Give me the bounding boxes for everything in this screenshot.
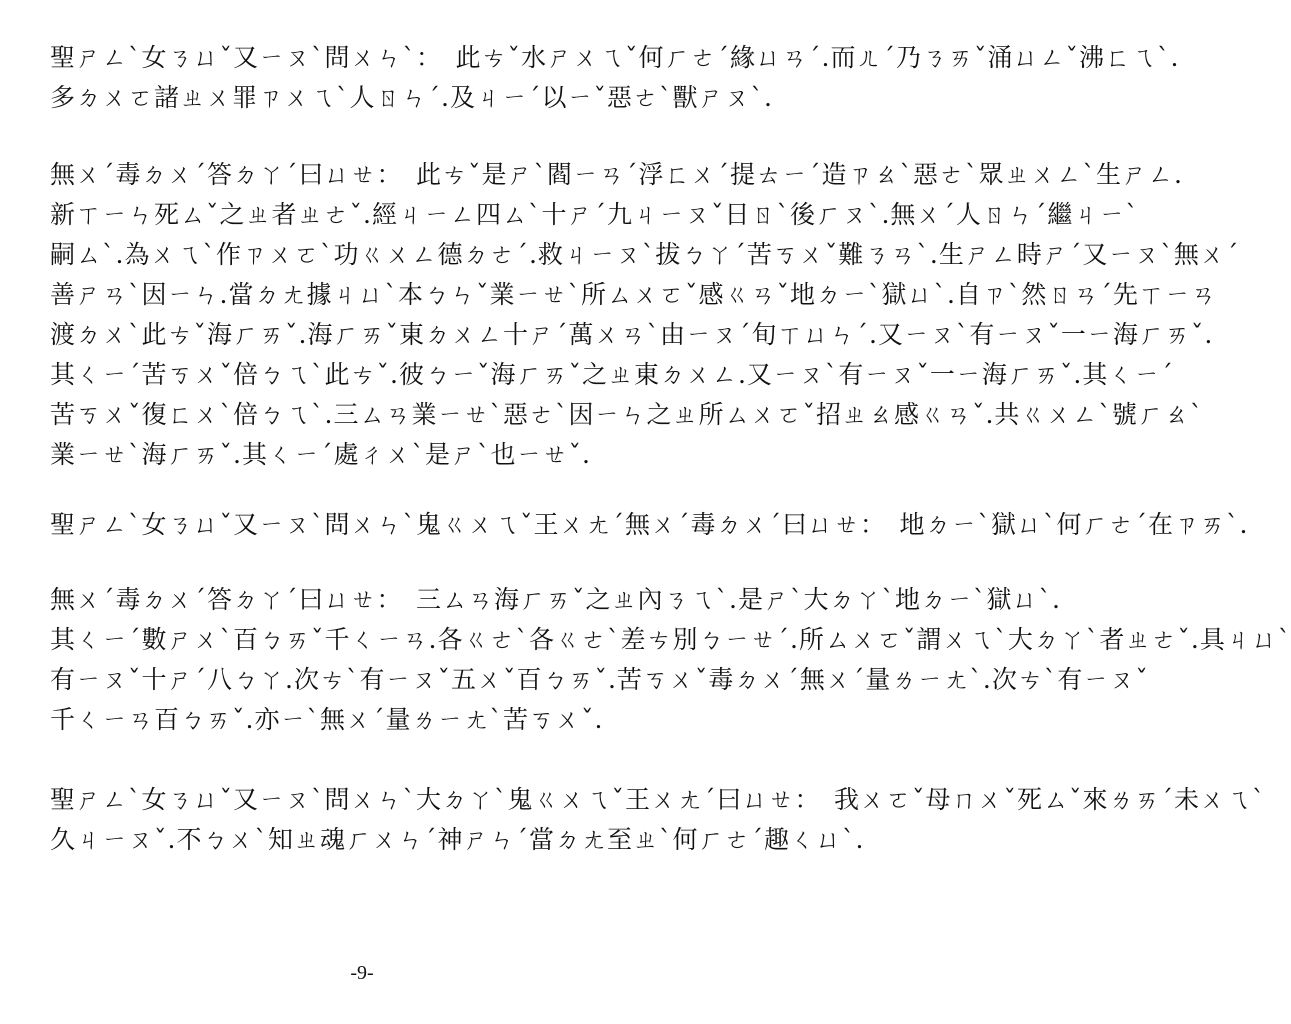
text-line: 苦ㄎㄨˇ復ㄈㄨˋ倍ㄅㄟˋ.三ㄙㄢ業ㄧㄝˋ惡ㄜˋ因ㄧㄣ之ㄓ所ㄙㄨㄛˇ招ㄓㄠ感ㄍㄢˇ.共ㄍㄨㄥˋ號ㄏㄠˋ (50, 400, 1204, 429)
page-number: -9- (350, 962, 374, 984)
paragraph-question-mother (50, 780, 1266, 860)
text-line: 善ㄕㄢˋ因ㄧㄣ.當ㄉㄤ據ㄐㄩˋ本ㄅㄣˇ業ㄧㄝˋ所ㄙㄨㄛˇ感ㄍㄢˇ地ㄉㄧˋ獄ㄩˋ.自ㄗˋ然ㄖㄢˊ先ㄒㄧㄢ (50, 280, 1217, 309)
text-line: 渡ㄉㄨˋ此ㄘˇ海ㄏㄞˇ.海ㄏㄞˇ東ㄉㄨㄥ十ㄕˊ萬ㄨㄢˋ由ㄧㄡˊ旬ㄒㄩㄣˊ.又ㄧㄡˋ有ㄧㄡˇ一ㄧ海ㄏㄞˇ. (50, 320, 1214, 349)
text-line: 久ㄐㄧㄡˇ.不ㄅㄨˋ知ㄓ魂ㄏㄨㄣˊ神ㄕㄣˊ當ㄉㄤ至ㄓˋ何ㄏㄜˊ趣ㄑㄩˋ. (50, 825, 865, 854)
text-line: 新ㄒㄧㄣ死ㄙˇ之ㄓ者ㄓㄜˇ.經ㄐㄧㄥ四ㄙˋ十ㄕˊ九ㄐㄧㄡˇ日ㄖˋ後ㄏㄡˋ.無ㄨˊ人ㄖㄣˊ繼ㄐㄧˋ (50, 200, 1139, 229)
text-line: 聖ㄕㄥˋ女ㄋㄩˇ又ㄧㄡˋ問ㄨㄣˋ鬼ㄍㄨㄟˇ王ㄨㄤˊ無ㄨˊ毒ㄉㄨˊ曰ㄩㄝ： 地ㄉㄧˋ獄ㄩˋ何ㄏㄜˊ在ㄗㄞˋ. (50, 510, 1249, 539)
text-line: 聖ㄕㄥˋ女ㄋㄩˇ又ㄧㄡˋ問ㄨㄣˋ： 此ㄘˇ水ㄕㄨㄟˇ何ㄏㄜˊ緣ㄩㄢˊ.而ㄦˊ乃ㄋㄞˇ涌ㄩㄥˇ沸ㄈㄟˋ. (50, 43, 1180, 72)
paragraph-question-water (50, 38, 1180, 118)
text-line: 多ㄉㄨㄛ諸ㄓㄨ罪ㄗㄨㄟˋ人ㄖㄣˊ.及ㄐㄧˊ以ㄧˇ惡ㄜˋ獸ㄕㄡˋ. (50, 83, 773, 112)
paragraph-answer-great-hells (50, 580, 1291, 740)
text-line: 聖ㄕㄥˋ女ㄋㄩˇ又ㄧㄡˋ問ㄨㄣˋ大ㄉㄚˋ鬼ㄍㄨㄟˇ王ㄨㄤˊ曰ㄩㄝ： 我ㄨㄛˇ母ㄇㄨˇ死ㄙˇ來ㄌㄞˊ未ㄨㄟˋ (50, 785, 1266, 814)
text-line: 其ㄑㄧˊ苦ㄎㄨˇ倍ㄅㄟˋ此ㄘˇ.彼ㄅㄧˇ海ㄏㄞˇ之ㄓ東ㄉㄨㄥ.又ㄧㄡˋ有ㄧㄡˇ一ㄧ海ㄏㄞˇ.其ㄑㄧˊ (50, 360, 1174, 389)
text-line: 千ㄑㄧㄢ百ㄅㄞˇ.亦ㄧˋ無ㄨˊ量ㄌㄧㄤˋ苦ㄎㄨˇ. (50, 705, 604, 734)
paragraph-answer-karmic-seas (50, 155, 1240, 475)
paragraph-question-hell-location (50, 505, 1249, 545)
text-line: 其ㄑㄧˊ數ㄕㄨˋ百ㄅㄞˇ千ㄑㄧㄢ.各ㄍㄜˋ各ㄍㄜˋ差ㄘ別ㄅㄧㄝˊ.所ㄙㄨㄛˇ謂ㄨㄟˋ大ㄉㄚˋ者ㄓㄜˇ.具ㄐㄩˋ (50, 625, 1291, 654)
text-line: 有ㄧㄡˇ十ㄕˊ八ㄅㄚ.次ㄘˋ有ㄧㄡˇ五ㄨˇ百ㄅㄞˇ.苦ㄎㄨˇ毒ㄉㄨˊ無ㄨˊ量ㄌㄧㄤˋ.次ㄘˋ有ㄧㄡˇ (50, 665, 1149, 694)
text-line: 無ㄨˊ毒ㄉㄨˊ答ㄉㄚˊ曰ㄩㄝ： 三ㄙㄢ海ㄏㄞˇ之ㄓ內ㄋㄟˋ.是ㄕˋ大ㄉㄚˋ地ㄉㄧˋ獄ㄩˋ. (50, 585, 1061, 614)
text-line: 業ㄧㄝˋ海ㄏㄞˇ.其ㄑㄧˊ處ㄔㄨˋ是ㄕˋ也ㄧㄝˇ. (50, 440, 591, 469)
text-line: 嗣ㄙˋ.為ㄨㄟˋ作ㄗㄨㄛˋ功ㄍㄨㄥ德ㄉㄜˊ.救ㄐㄧㄡˋ拔ㄅㄚˊ苦ㄎㄨˇ難ㄋㄢˋ.生ㄕㄥ時ㄕˊ又ㄧㄡˋ無ㄨˊ (50, 240, 1240, 269)
text-line: 無ㄨˊ毒ㄉㄨˊ答ㄉㄚˊ曰ㄩㄝ： 此ㄘˇ是ㄕˋ閻ㄧㄢˊ浮ㄈㄨˊ提ㄊㄧˊ造ㄗㄠˋ惡ㄜˋ眾ㄓㄨㄥˋ生ㄕㄥ. (50, 160, 1183, 189)
